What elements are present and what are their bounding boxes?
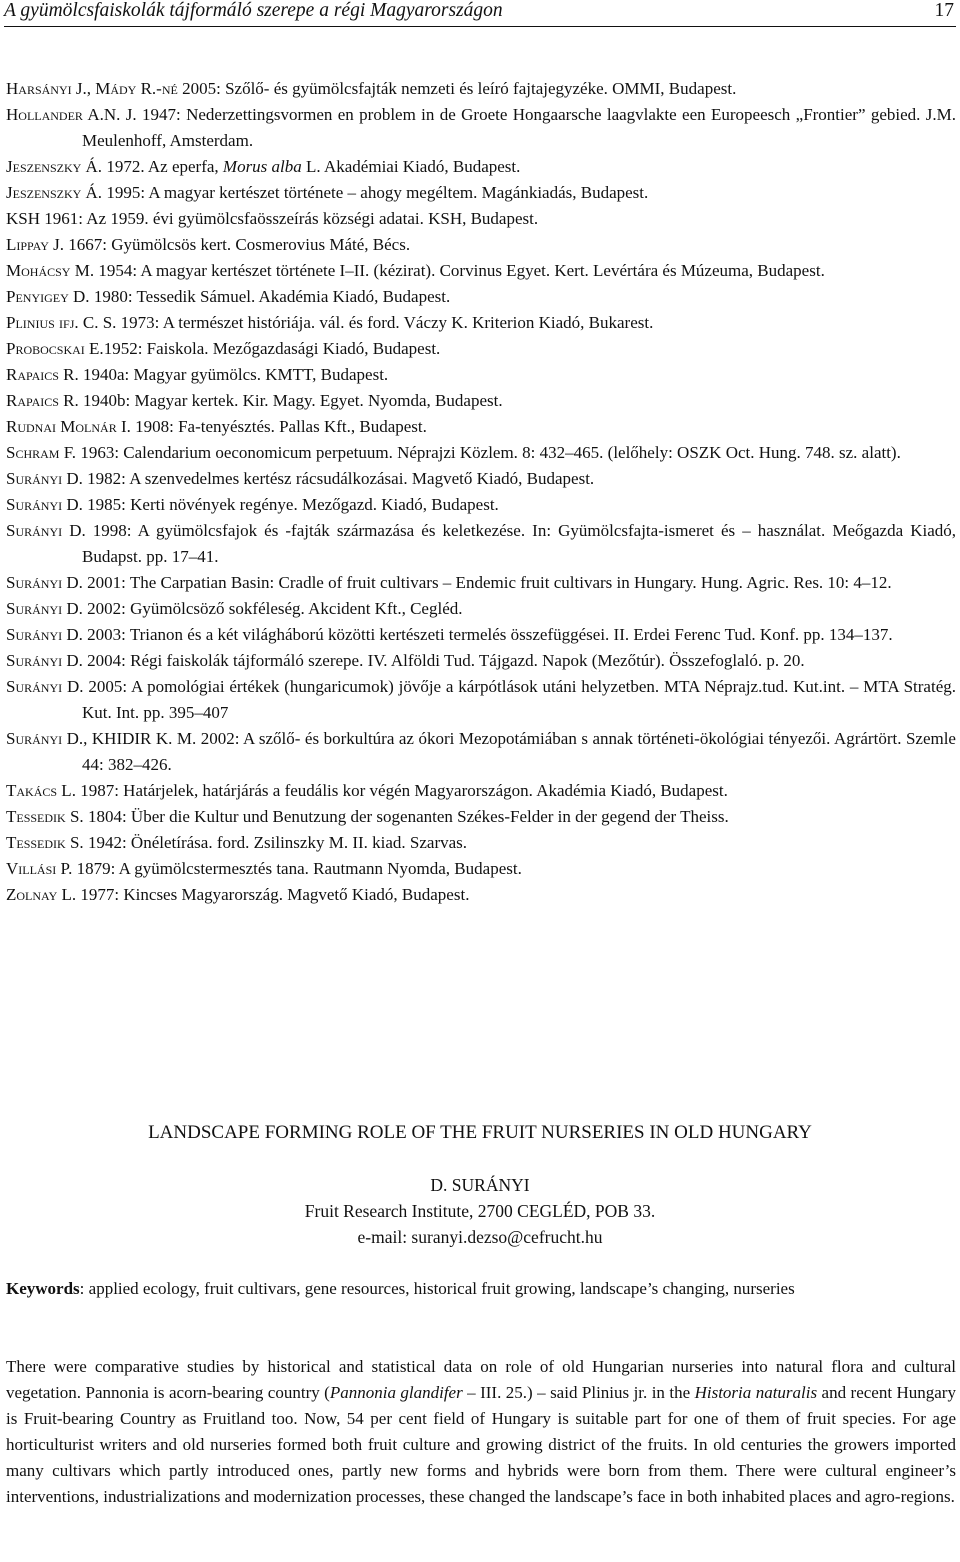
reference-author: Plinius ifj. xyxy=(6,313,79,332)
reference-author: Surányi D. xyxy=(6,677,84,696)
keywords-text: : applied ecology, fruit cultivars, gene resources, historical fruit growing, landscape’s changing, nurseries xyxy=(79,1279,795,1298)
reference-list xyxy=(6,76,956,908)
reference-author: Jeszenszky Á. xyxy=(6,157,103,176)
reference-author: Surányi D. xyxy=(6,729,84,748)
reference-item xyxy=(6,440,956,466)
reference-item xyxy=(6,778,956,804)
reference-text-tail: L. Akadémiai Kiadó, Budapest. xyxy=(301,157,521,176)
reference-author: Surányi D. xyxy=(6,469,83,488)
reference-text: 2005: Szőlő- és gyümölcsfajták nemzeti és leíró fajtajegyzéke. OMMI, Budapest. xyxy=(177,79,737,98)
reference-item xyxy=(6,180,956,206)
reference-text: 1942: Önéletírása. ford. Zsilinszky M. II. kiad. Szarvas. xyxy=(83,833,468,852)
abstract-body xyxy=(6,1354,956,1510)
reference-item xyxy=(6,830,956,856)
reference-author: Mohácsy M. xyxy=(6,261,95,280)
reference-text: 2003: Trianon és a két világháború közötti kertészeti termelés összefüggései. II. Erdei Ferenc Tud. Konf. pp. 134–137. xyxy=(82,625,893,644)
reference-text: 1879: A gyümölcstermesztés tana. Rautmann Nyomda, Budapest. xyxy=(72,859,522,878)
reference-text: 1804: Über die Kultur und Benutzung der sogenanten Székes-Felder in der gegend der Theiss. xyxy=(83,807,729,826)
reference-author: Harsányi J., Mády R.-né xyxy=(6,79,178,98)
reference-item xyxy=(6,310,956,336)
abstract-title: LANDSCAPE FORMING ROLE OF THE FRUIT NURSERIES IN OLD HUNGARY xyxy=(148,1122,812,1143)
reference-text: 1952: Faiskola. Mezőgazdasági Kiadó, Budapest. xyxy=(103,339,441,358)
reference-author: Jeszenszky Á. xyxy=(6,183,103,202)
reference-author: Takács L. xyxy=(6,781,76,800)
reference-item xyxy=(6,284,956,310)
reference-text: 2004: Régi faiskolák tájformáló szerepe. IV. Alföldi Tud. Tájgazd. Napok (Mezőtúr). Összefoglaló. p. 20. xyxy=(82,651,805,670)
reference-author: Probocskai E. xyxy=(6,339,104,358)
reference-text: 1908: Fa-tenyésztés. Pallas Kft., Budapest. xyxy=(130,417,427,436)
reference-author: Hollander A.N. J. xyxy=(6,105,137,124)
reference-item xyxy=(6,232,956,258)
reference-author: Rapaics R. xyxy=(6,391,79,410)
author-name: D. SURÁNYI xyxy=(430,1175,530,1195)
reference-item xyxy=(6,492,956,518)
reference-author: Surányi D. xyxy=(6,573,83,592)
reference-author: Penyigey D. xyxy=(6,287,90,306)
reference-item xyxy=(6,596,956,622)
reference-text: 1947: Nederzettingsvormen en problem in de Groete Hongaarsche laagvlakte een Europeesch „Frontier” gebied. J.M. Meulenhoff, Amsterdam. xyxy=(82,105,957,150)
reference-text: C. S. 1973: A természet históriája. vál. és ford. Váczy K. Kriterion Kiadó, Bukarest. xyxy=(78,313,654,332)
reference-item xyxy=(6,154,956,180)
reference-text: 1940a: Magyar gyümölcs. KMTT, Budapest. xyxy=(78,365,389,384)
reference-text: 1954: A magyar kertészet története I–II. (kézirat). Corvinus Egyet. Kert. Levértára és Múzeuma, Budapest. xyxy=(94,261,825,280)
author-email: e-mail: suranyi.dezso@cefrucht.hu xyxy=(357,1227,603,1247)
reference-item xyxy=(6,362,956,388)
reference-author: Surányi D. xyxy=(6,625,83,644)
reference-text: 1995: A magyar kertészet története – ahogy megéltem. Magánkiadás, Budapest. xyxy=(102,183,649,202)
abstract-text-3: and recent Hungary is Fruit-bearing Country as Fruitland too. Now, 54 per cent field of Hungary is suitable part for one of them of fruit species. For age horticulturist writers and old nurseries formed both fruit culture and growing district of the fruits. In old centuries the growers imported many cultivars which partly introduced ones, partly new forms and hybrids were born from them. There were cultural engineer’s interventions, industrializations and modernization processes, these changed the landscape’s face in both inhabited places and agro-regions. xyxy=(6,1383,956,1506)
reference-text: 1977: Kincses Magyarország. Magvető Kiadó, Budapest. xyxy=(76,885,470,904)
author-affiliation: Fruit Research Institute, 2700 CEGLÉD, POB 33. xyxy=(304,1201,656,1221)
reference-item xyxy=(6,336,956,362)
reference-item xyxy=(6,570,956,596)
reference-item xyxy=(6,76,956,102)
abstract-text-2: – III. 25.) – said Plinius jr. in the xyxy=(462,1383,695,1402)
reference-author: Rapaics R. xyxy=(6,365,79,384)
reference-author: Tessedik S. xyxy=(6,807,84,826)
running-header xyxy=(4,0,956,27)
reference-author: Surányi D. xyxy=(6,651,83,670)
reference-text: 1940b: Magyar kertek. Kir. Magy. Egyet. Nyomda, Budapest. xyxy=(78,391,503,410)
reference-item xyxy=(6,518,956,570)
reference-text: 2002: Gyümölcsöző sokféleség. Akcident Kft., Cegléd. xyxy=(82,599,463,618)
reference-text: 1985: Kerti növények regénye. Mezőgazd. Kiadó, Budapest. xyxy=(82,495,499,514)
reference-text: 1667: Gyümölcsös kert. Cosmerovius Máté, Bécs. xyxy=(63,235,411,254)
reference-author: Surányi D. xyxy=(6,495,83,514)
reference-item xyxy=(6,648,956,674)
reference-author: Surányi D. xyxy=(6,521,86,540)
reference-item xyxy=(6,726,956,778)
reference-item xyxy=(6,258,956,284)
reference-item xyxy=(6,856,956,882)
reference-author: Rudnai Molnár I. xyxy=(6,417,131,436)
reference-text: 1982: A szenvedelmes kertész rácsudálkozásai. Magvető Kiadó, Budapest. xyxy=(82,469,595,488)
reference-author: Tessedik S. xyxy=(6,833,84,852)
reference-item xyxy=(6,102,956,154)
reference-italic-taxon: Morus alba xyxy=(222,157,302,176)
author-block xyxy=(0,1172,960,1250)
reference-item xyxy=(6,466,956,492)
reference-text: 2005: A pomológiai értékek (hungaricumok) jövője a kárpótlások utáni helyzetben. MTA Néprajz.tud. Kut.int. – MTA Stratég. Kut. Int. pp. 395–407 xyxy=(82,677,956,722)
abstract-text-1: There were comparative studies by historical and statistical data on role of old Hungarian nurseries into natural flora and cultural vegetation. Pannonia is acorn-bearing country ( xyxy=(6,1357,956,1402)
reference-item xyxy=(6,882,956,908)
running-title: A gyümölcsfaiskolák tájformáló szerepe a régi Magyarországon xyxy=(4,0,503,21)
page-number: 17 xyxy=(934,0,954,21)
reference-text: 1963: Calendarium oeconomicum perpetuum. Néprajzi Közlem. 8: 432–465. (lelőhely: OSZK Oct. Hung. 748. sz. alatt). xyxy=(76,443,901,462)
reference-author: Zolnay L. xyxy=(6,885,77,904)
abstract-italic-1: Pannonia glandifer xyxy=(329,1383,463,1402)
keywords xyxy=(6,1276,956,1302)
reference-item xyxy=(6,804,956,830)
reference-item xyxy=(6,414,956,440)
reference-text: 1987: Határjelek, határjárás a feudális kor végén Magyarországon. Akadémia Kiadó, Budapest. xyxy=(75,781,728,800)
reference-text: 1972. Az eperfa, xyxy=(102,157,223,176)
abstract-italic-2: Historia naturalis xyxy=(694,1383,818,1402)
reference-text: 2001: The Carpatian Basin: Cradle of fruit cultivars – Endemic fruit cultivars in Hungary. Hung. Agric. Res. 10: 4–12. xyxy=(82,573,892,592)
reference-text: , KHIDIR K. M. 2002: A szőlő- és borkultúra az ókori Mezopotámiában s annak történeti-ökológiai tényezői. Agrártört. Szemle 44: 382–426. xyxy=(82,729,956,774)
reference-author: Schram F. xyxy=(6,443,77,462)
reference-text: 1980: Tessedik Sámuel. Akadémia Kiadó, Budapest. xyxy=(89,287,451,306)
reference-text: 1998: A gyümölcsfajok és -fajták származása és keletkezése. In: Gyümölcsfajta-ismeret és – használat. Meőgazda Kiadó, Budapst. pp. 17–41. xyxy=(82,521,956,566)
reference-text: 1961: Az 1959. évi gyümölcsfaösszeírás községi adatai. KSH, Budapest. xyxy=(40,209,539,228)
reference-author: KSH xyxy=(6,209,41,228)
keywords-label: Keywords xyxy=(6,1279,80,1298)
reference-author: Surányi D. xyxy=(6,599,83,618)
reference-author: Villási P. xyxy=(6,859,73,878)
reference-item xyxy=(6,674,956,726)
reference-item xyxy=(6,388,956,414)
reference-item xyxy=(6,622,956,648)
reference-item xyxy=(6,206,956,232)
reference-author: Lippay J. xyxy=(6,235,64,254)
